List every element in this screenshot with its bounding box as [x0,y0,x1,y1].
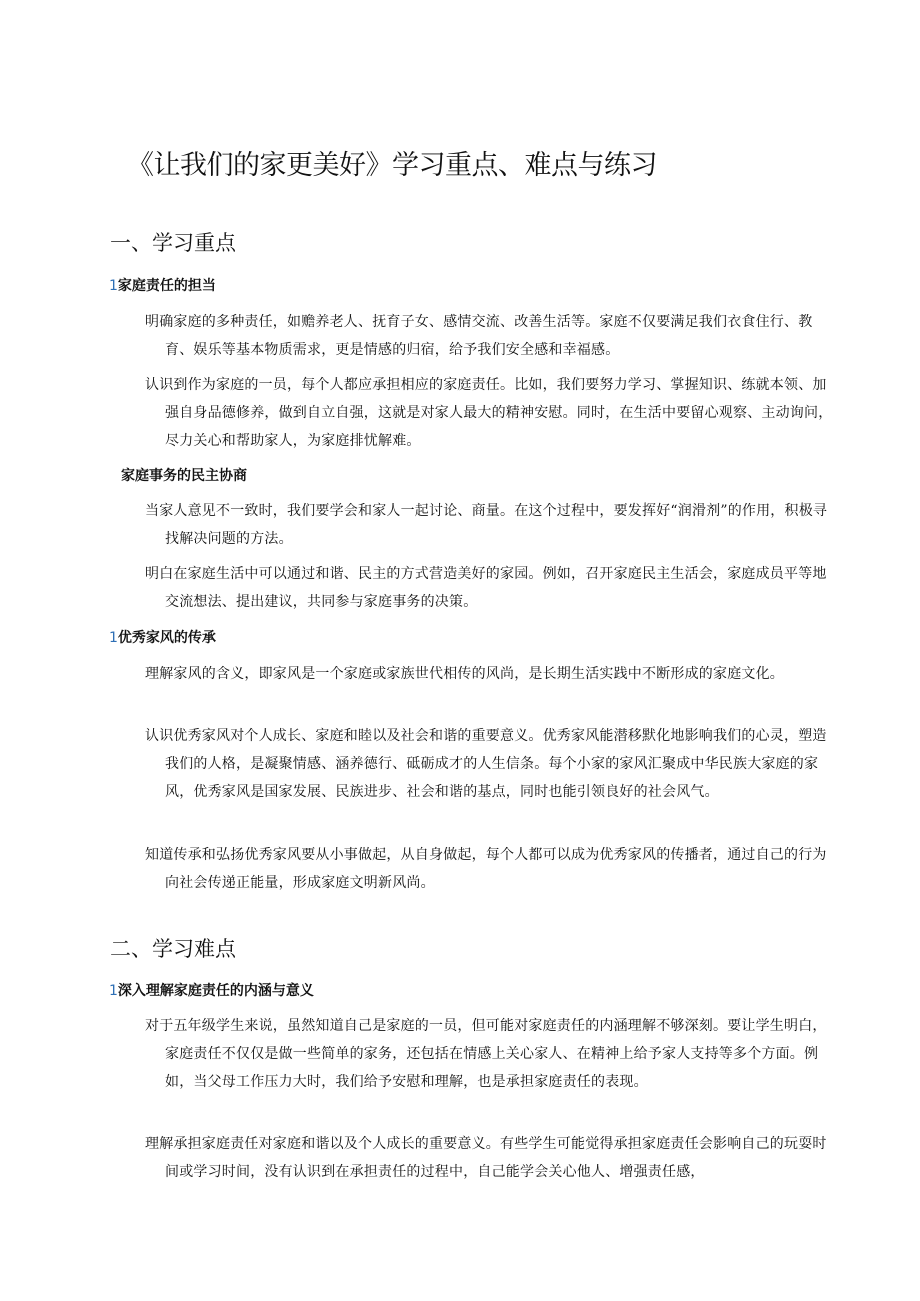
subsection-title: 深入理解家庭责任的内涵与意义 [117,983,314,999]
paragraph: 知道传承和弘扬优秀家风要从小事做起，从自身做起，每个人都可以成为优秀家风的传播者，通过自己的行为向社会传递正能量，形成家庭文明新风尚。 [145,847,827,891]
page-title: 《让我们的家更美好》学习重点、难点与练习 [127,150,657,181]
section-heading-difficulties: 二、学习难点 [110,937,236,961]
subsection-heading [121,466,721,486]
subsection-number: 1 [109,278,118,294]
paragraph: 理解家风的含义，即家风是一个家庭或家族世代相传的风尚，是长期生活实践中不断形成的家庭文化。 [145,666,784,682]
subsection-title: 家庭事务的民主协商 [121,468,247,484]
subsection-title: 优秀家风的传承 [117,630,216,646]
subsection-heading [109,981,709,1001]
subsection-number: 1 [109,983,118,999]
paragraph: 认识到作为家庭的一员，每个人都应承担相应的家庭责任。比如，我们要努力学习、掌握知识、练就本领、加强自身品德修养，做到自立自强，这就是对家人最大的精神安慰。同时，在生活中要留心观察、主动询问，尽力关心和帮助家人，为家庭排忧解难。 [145,377,833,449]
paragraph: 明确家庭的多种责任，如赡养老人、抚育子女、感情交流、改善生活等。家庭不仅要满足我们衣食住行、教育、娱乐等基本物质需求，更是情感的归宿，给予我们安全感和幸福感。 [145,314,813,358]
section-heading-key-points: 一、学习重点 [110,231,236,255]
paragraph: 明白在家庭生活中可以通过和谐、民主的方式营造美好的家园。例如，召开家庭民主生活会，家庭成员平等地交流想法、提出建议，共同参与家庭事务的决策。 [145,566,827,610]
paragraph: 理解承担家庭责任对家庭和谐以及个人成长的重要意义。有些学生可能觉得承担家庭责任会影响自己的玩耍时间或学习时间，没有认识到在承担责任的过程中，自己能学会关心他人、增强责任感， [145,1136,827,1180]
subsection-title: 家庭责任的担当 [117,278,216,294]
subsection-heading [109,276,709,296]
subsection-number: 1 [109,630,118,646]
paragraph: 对于五年级学生来说，虽然知道自己是家庭的一员，但可能对家庭责任的内涵理解不够深刻。要让学生明白，家庭责任不仅仅是做一些简单的家务，还包括在情感上关心家人、在精神上给予家人支持等多个方面。例如，当父母工作压力大时，我们给予安慰和理解，也是承担家庭责任的表现。 [145,1018,827,1090]
subsection-heading [109,628,709,648]
paragraph: 当家人意见不一致时，我们要学会和家人一起讨论、商量。在这个过程中，要发挥好“润滑剂”的作用，积极寻找解决问题的方法。 [145,503,828,547]
paragraph: 认识优秀家风对个人成长、家庭和睦以及社会和谐的重要意义。优秀家风能潜移默化地影响我们的心灵，塑造我们的人格，是凝聚情感、涵养德行、砥砺成才的人生信条。每个小家的家风汇聚成中华民族大家庭的家风，优秀家风是国家发展、民族进步、社会和谐的基点，同时也能引领良好的社会风气。 [145,728,827,800]
